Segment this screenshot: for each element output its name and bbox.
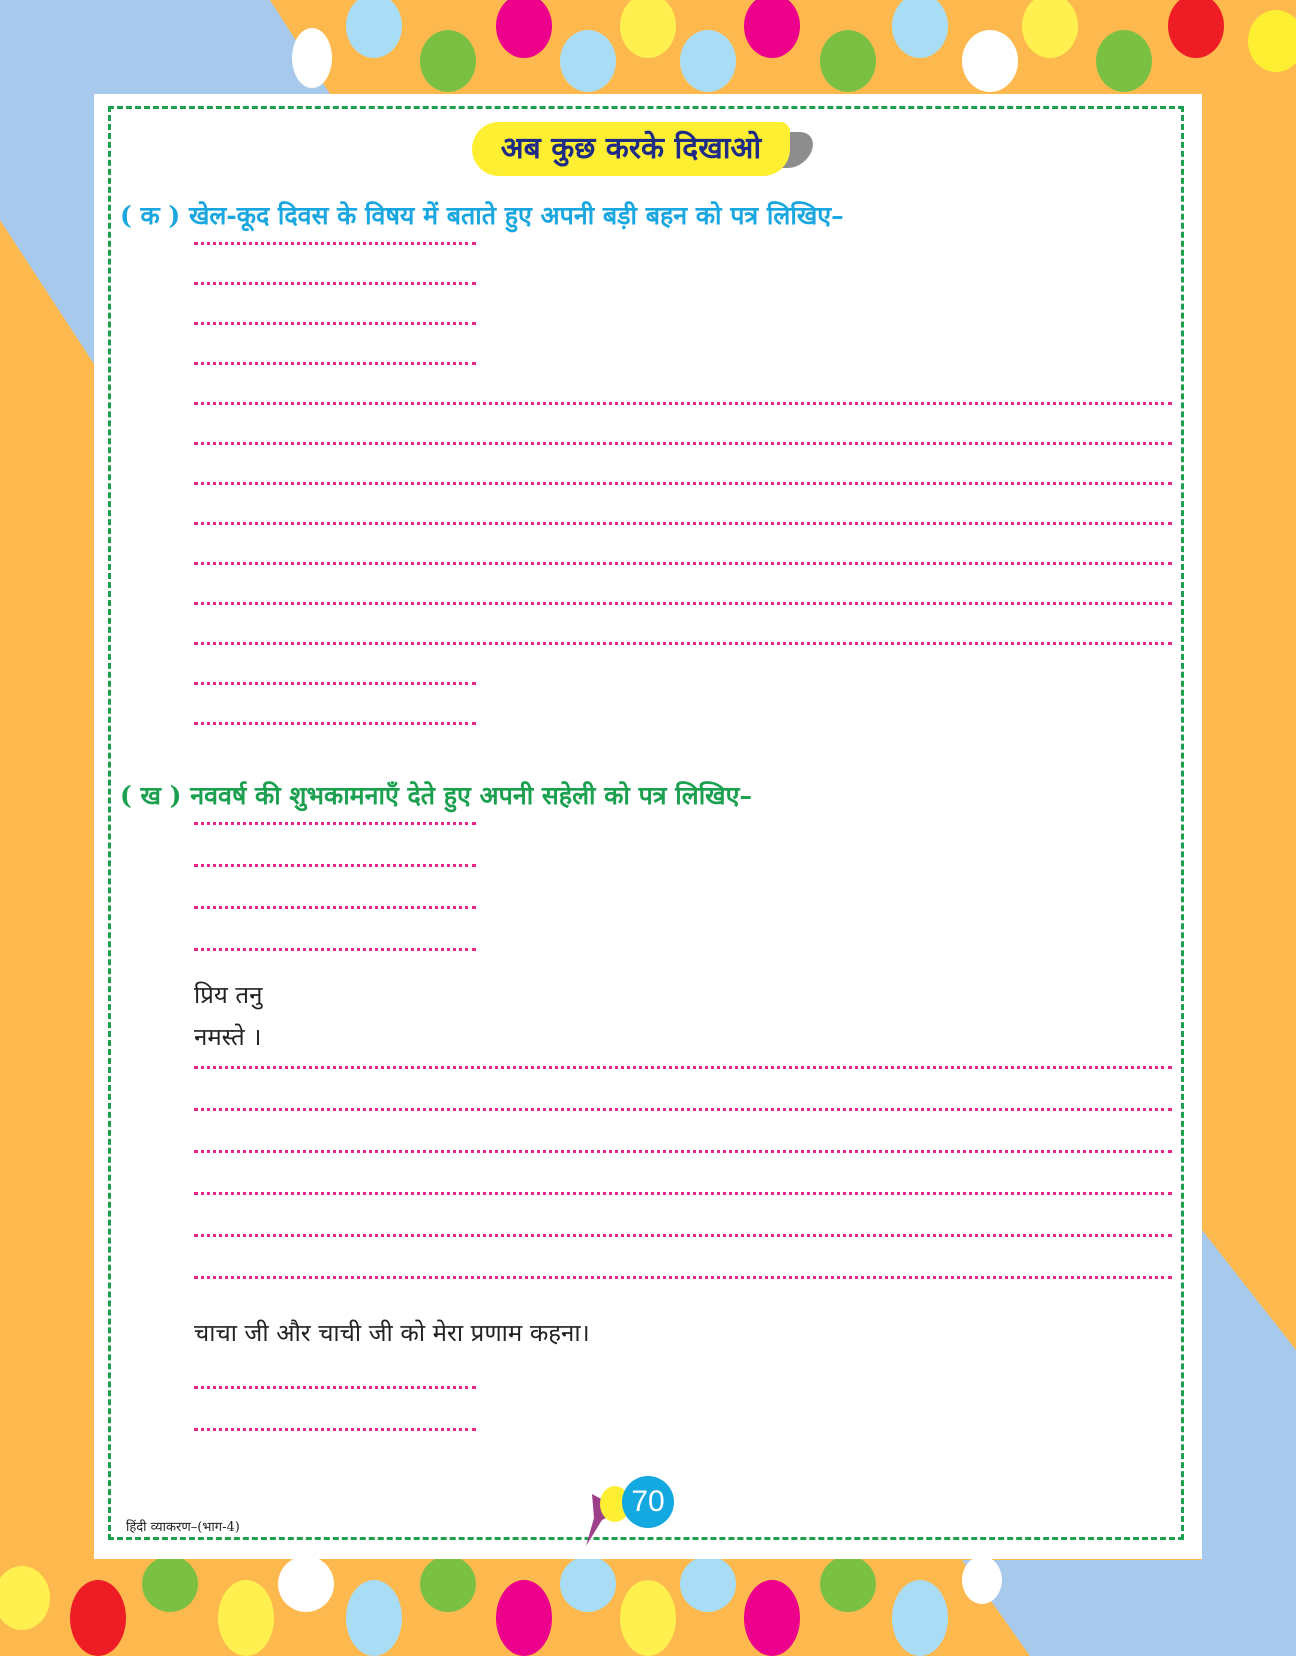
- answer-line[interactable]: [194, 642, 1172, 645]
- answer-line[interactable]: [194, 562, 1172, 565]
- answer-line[interactable]: [194, 1150, 1172, 1153]
- letter-greeting: नमस्ते ।: [194, 1023, 262, 1051]
- answer-line[interactable]: [194, 322, 476, 325]
- footer-book-title: हिंदी व्याकरण–(भाग-4): [126, 1520, 240, 1535]
- answer-line[interactable]: [194, 402, 1172, 405]
- answer-line[interactable]: [194, 948, 476, 951]
- answer-line[interactable]: [194, 906, 476, 909]
- letter-closing-line: चाचा जी और चाची जी को मेरा प्रणाम कहना।: [194, 1319, 590, 1347]
- answer-line[interactable]: [194, 1066, 1172, 1069]
- question-a: ( क ) खेल-कूद दिवस के विषय में बताते हुए अपनी बड़ी बहन को पत्र लिखिए–: [120, 201, 844, 230]
- answer-line[interactable]: [194, 1108, 1172, 1111]
- answer-line[interactable]: [194, 1276, 1172, 1279]
- page-number: 70: [622, 1476, 674, 1528]
- answer-line[interactable]: [194, 362, 476, 365]
- answer-line[interactable]: [194, 482, 1172, 485]
- answer-line[interactable]: [194, 1428, 476, 1431]
- answer-line[interactable]: [194, 1234, 1172, 1237]
- answer-line[interactable]: [194, 522, 1172, 525]
- page-title: अब कुछ करके दिखाओ: [472, 122, 790, 176]
- answer-line[interactable]: [194, 822, 476, 825]
- answer-line[interactable]: [194, 282, 476, 285]
- letter-salutation: प्रिय तनु: [194, 981, 263, 1009]
- question-b: ( ख ) नववर्ष की शुभकामनाएँ देते हुए अपनी सहेली को पत्र लिखिए–: [120, 781, 752, 810]
- answer-line[interactable]: [194, 1192, 1172, 1195]
- worksheet-page: [94, 94, 1202, 1559]
- answer-line[interactable]: [194, 602, 1172, 605]
- answer-line[interactable]: [194, 442, 1172, 445]
- answer-line[interactable]: [194, 722, 476, 725]
- answer-line[interactable]: [194, 242, 476, 245]
- answer-line[interactable]: [194, 1386, 476, 1389]
- title-banner: [472, 122, 832, 178]
- answer-line[interactable]: [194, 864, 476, 867]
- answer-line[interactable]: [194, 682, 476, 685]
